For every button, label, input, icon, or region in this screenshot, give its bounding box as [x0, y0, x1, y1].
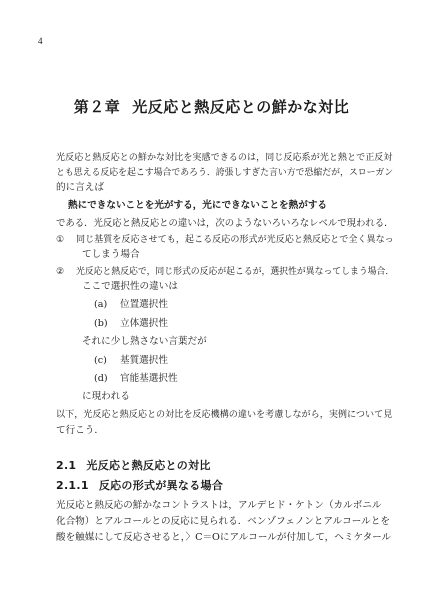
- selectivity-a: [94, 299, 385, 311]
- chapter-title: [0, 96, 423, 117]
- selectivity-b-label: 立体選択性: [120, 318, 168, 329]
- section-number: 2.1: [56, 459, 77, 472]
- list-item-2-text: 光反応と熱反応で，同じ形式の反応が起こるが，選択性が異なってしまう場合．: [76, 267, 395, 277]
- selectivity-b: [94, 318, 385, 330]
- list-item-1-text: 同じ基質を反応させても，起こる反応の形式が光反応と熱反応とで全く異なっ: [76, 235, 394, 245]
- list-item-2: [56, 266, 395, 278]
- after-slogan-line: である．光反応と熱反応との違いは，次のようないろいろなレベルで現われる．: [56, 218, 394, 229]
- outro-line-2: て行こう．: [56, 425, 104, 436]
- subsection-heading: [56, 477, 223, 493]
- list-item-1: [56, 234, 394, 246]
- selectivity-c-marker: (c): [94, 355, 107, 366]
- chapter-number: 第２章: [73, 98, 121, 116]
- selectivity-c: [94, 355, 385, 367]
- body-line-2: 化合物）とアルコールとの反応に見られる．ベンゾフェノンとアルコールとを: [56, 516, 390, 527]
- intro-line-1: 光反応と熱反応との鮮かな対比を実感できるのは，同じ反応系が光と熱とで正反対: [56, 153, 393, 163]
- list-item-2-cont: ここで選択性の違いは: [82, 281, 178, 292]
- slogan: 熱にできないことを光がする，光にできないことを熱がする: [68, 200, 328, 211]
- selectivity-b-marker: (b): [94, 318, 108, 329]
- selectivity-a-label: 位置選択性: [120, 299, 168, 310]
- body-line-3: 酸を触媒にして反応させると，〉C＝Oにアルコールが付加して，ヘミケタール: [56, 532, 392, 543]
- list-item-1-cont: てしまう場合: [82, 249, 140, 260]
- body-line-1: 光反応と熱反応の鮮かなコントラストは，アルデヒド・ケトン（カルボニル: [56, 500, 382, 511]
- list-marker-2: ②: [56, 267, 64, 277]
- chapter-title-text: 光反応と熱反応との鮮かな対比: [132, 98, 350, 116]
- outro-line-1: 以下，光反応と熱反応との対比を反応機構の違いを考慮しながら，実例について見: [56, 410, 393, 420]
- section-heading: [56, 457, 211, 473]
- list-marker-1: ①: [56, 235, 65, 245]
- selectivity-c-label: 基質選択性: [120, 355, 168, 366]
- intro-line-2: とも思える反応を起こす場合であろう．誇張しすぎた言い方で恐縮だが，スローガン: [56, 168, 394, 178]
- intro-line-3: 的に言えば: [56, 182, 104, 193]
- less-familiar-line: それに少し熟さない言葉だが: [82, 336, 207, 347]
- selectivity-d-label: 官能基選択性: [120, 373, 178, 384]
- page-number: 4: [38, 36, 43, 46]
- appears-line: に現われる: [82, 391, 130, 402]
- subsection-title: 反応の形式が異なる場合: [98, 479, 224, 492]
- selectivity-d-marker: (d): [94, 373, 108, 384]
- section-title: 光反応と熱反応との対比: [86, 459, 211, 472]
- subsection-number: 2.1.1: [56, 479, 89, 492]
- selectivity-d: [94, 373, 385, 385]
- selectivity-a-marker: (a): [94, 299, 108, 310]
